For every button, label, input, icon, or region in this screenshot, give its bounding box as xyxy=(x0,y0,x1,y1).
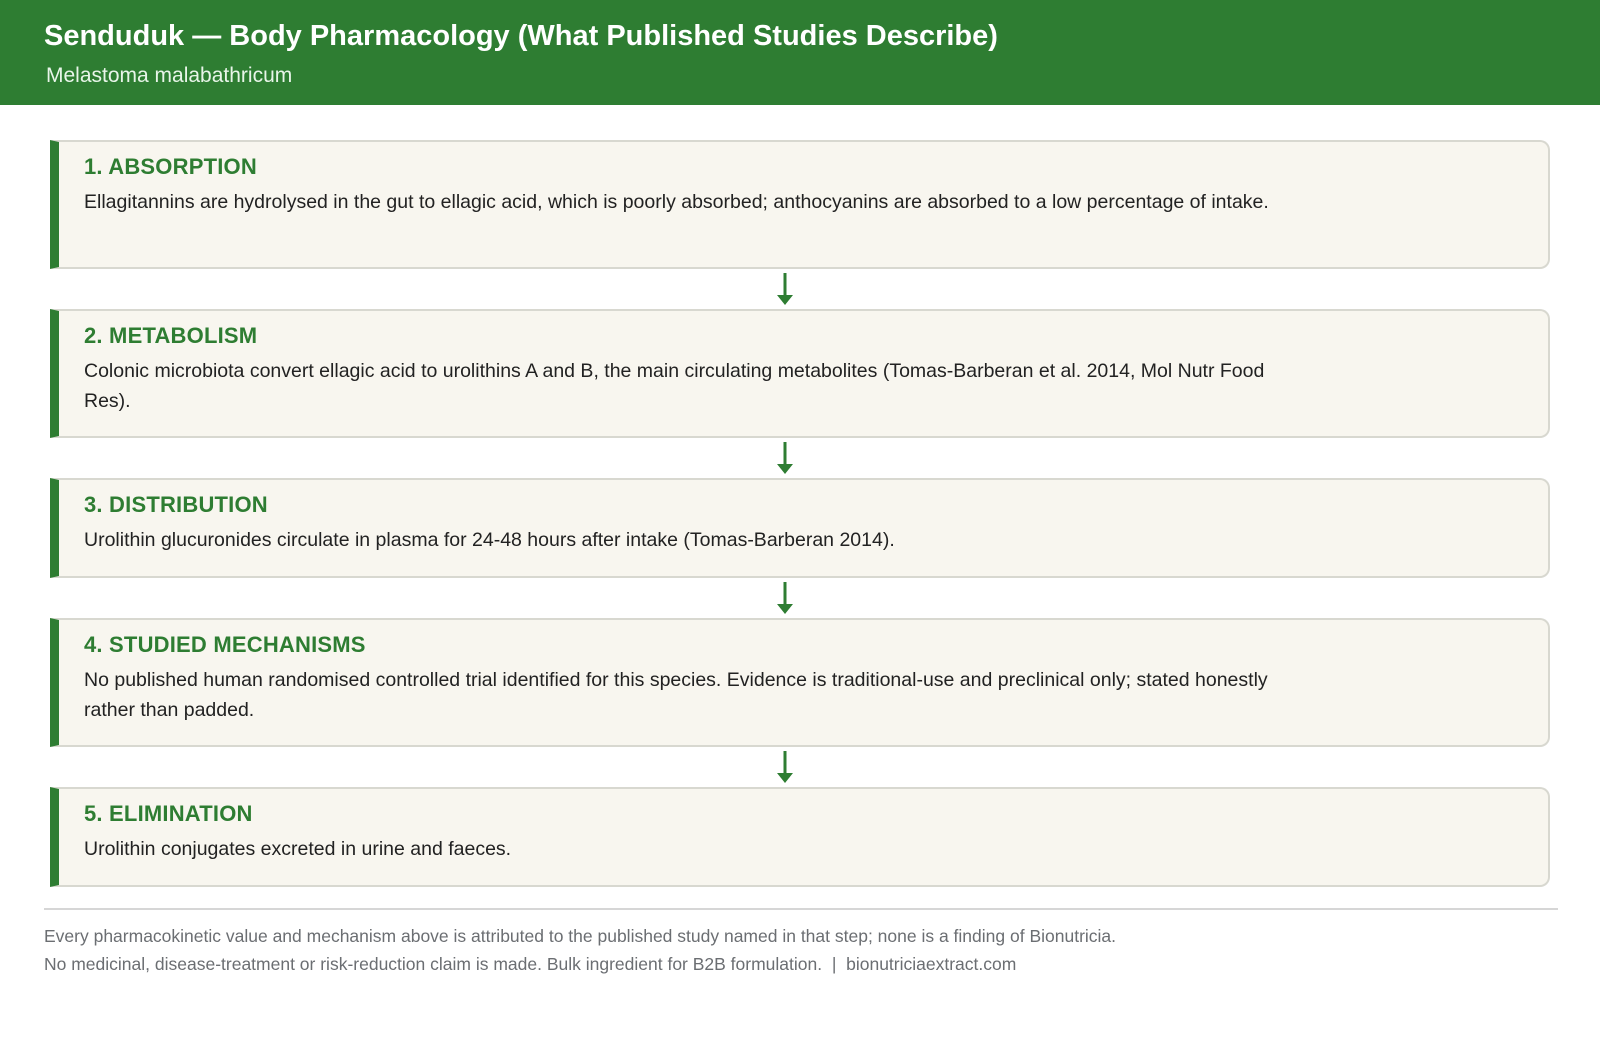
footer-divider xyxy=(44,908,1558,910)
step-description: Urolithin conjugates excreted in urine and faeces. xyxy=(84,838,512,860)
step-description: Colonic microbiota convert ellagic acid to urolithins A and B, the main circulating metabolites (Tomas-Barberan et al. 2014, Mol Nutr Food Res). xyxy=(84,360,1265,412)
flow-connector xyxy=(50,747,1550,787)
step-card-absorption xyxy=(50,140,1550,269)
arrow-down-icon xyxy=(775,582,795,614)
flow-connector xyxy=(50,578,1550,618)
step-title: 1. ABSORPTION xyxy=(84,154,257,179)
arrow-down-icon xyxy=(775,273,795,305)
flow-connector xyxy=(50,438,1550,478)
footer-disclaimer xyxy=(44,922,1116,978)
page-header xyxy=(0,0,1600,105)
step-card-metabolism xyxy=(50,309,1550,438)
pharmacology-flow xyxy=(50,140,1550,887)
step-title: 3. DISTRIBUTION xyxy=(84,492,268,517)
arrow-down-icon xyxy=(775,442,795,474)
step-description: No published human randomised controlled trial identified for this species. Evidence is traditional-use and preclinical only; stated honestly rather than padded. xyxy=(84,669,1268,721)
step-description: Urolithin glucuronides circulate in plasma for 24-48 hours after intake (Tomas-Barberan 2014). xyxy=(84,529,895,551)
arrow-down-icon xyxy=(775,751,795,783)
footer-attribution-note: Every pharmacokinetic value and mechanism above is attributed to the published study named in that step; none is a finding of Bionutricia. xyxy=(44,926,1117,946)
page-title: Senduduk — Body Pharmacology (What Published Studies Describe) xyxy=(44,20,998,52)
step-description: Ellagitannins are hydrolysed in the gut to ellagic acid, which is poorly absorbed; anthocyanins are absorbed to a low percentage of intake. xyxy=(84,191,1269,213)
step-card-distribution xyxy=(50,478,1550,578)
step-card-studied-mechanisms xyxy=(50,618,1550,747)
step-title: 5. ELIMINATION xyxy=(84,801,253,826)
step-card-elimination xyxy=(50,787,1550,887)
page-subtitle: Melastoma malabathricum xyxy=(46,64,293,87)
flow-connector xyxy=(50,269,1550,309)
step-title: 2. METABOLISM xyxy=(84,323,258,348)
step-title: 4. STUDIED MECHANISMS xyxy=(84,632,366,657)
footer-claim-note: No medicinal, disease-treatment or risk-reduction claim is made. Bulk ingredient for B2B formulation. | bionutriciaextract.com xyxy=(44,954,1017,974)
